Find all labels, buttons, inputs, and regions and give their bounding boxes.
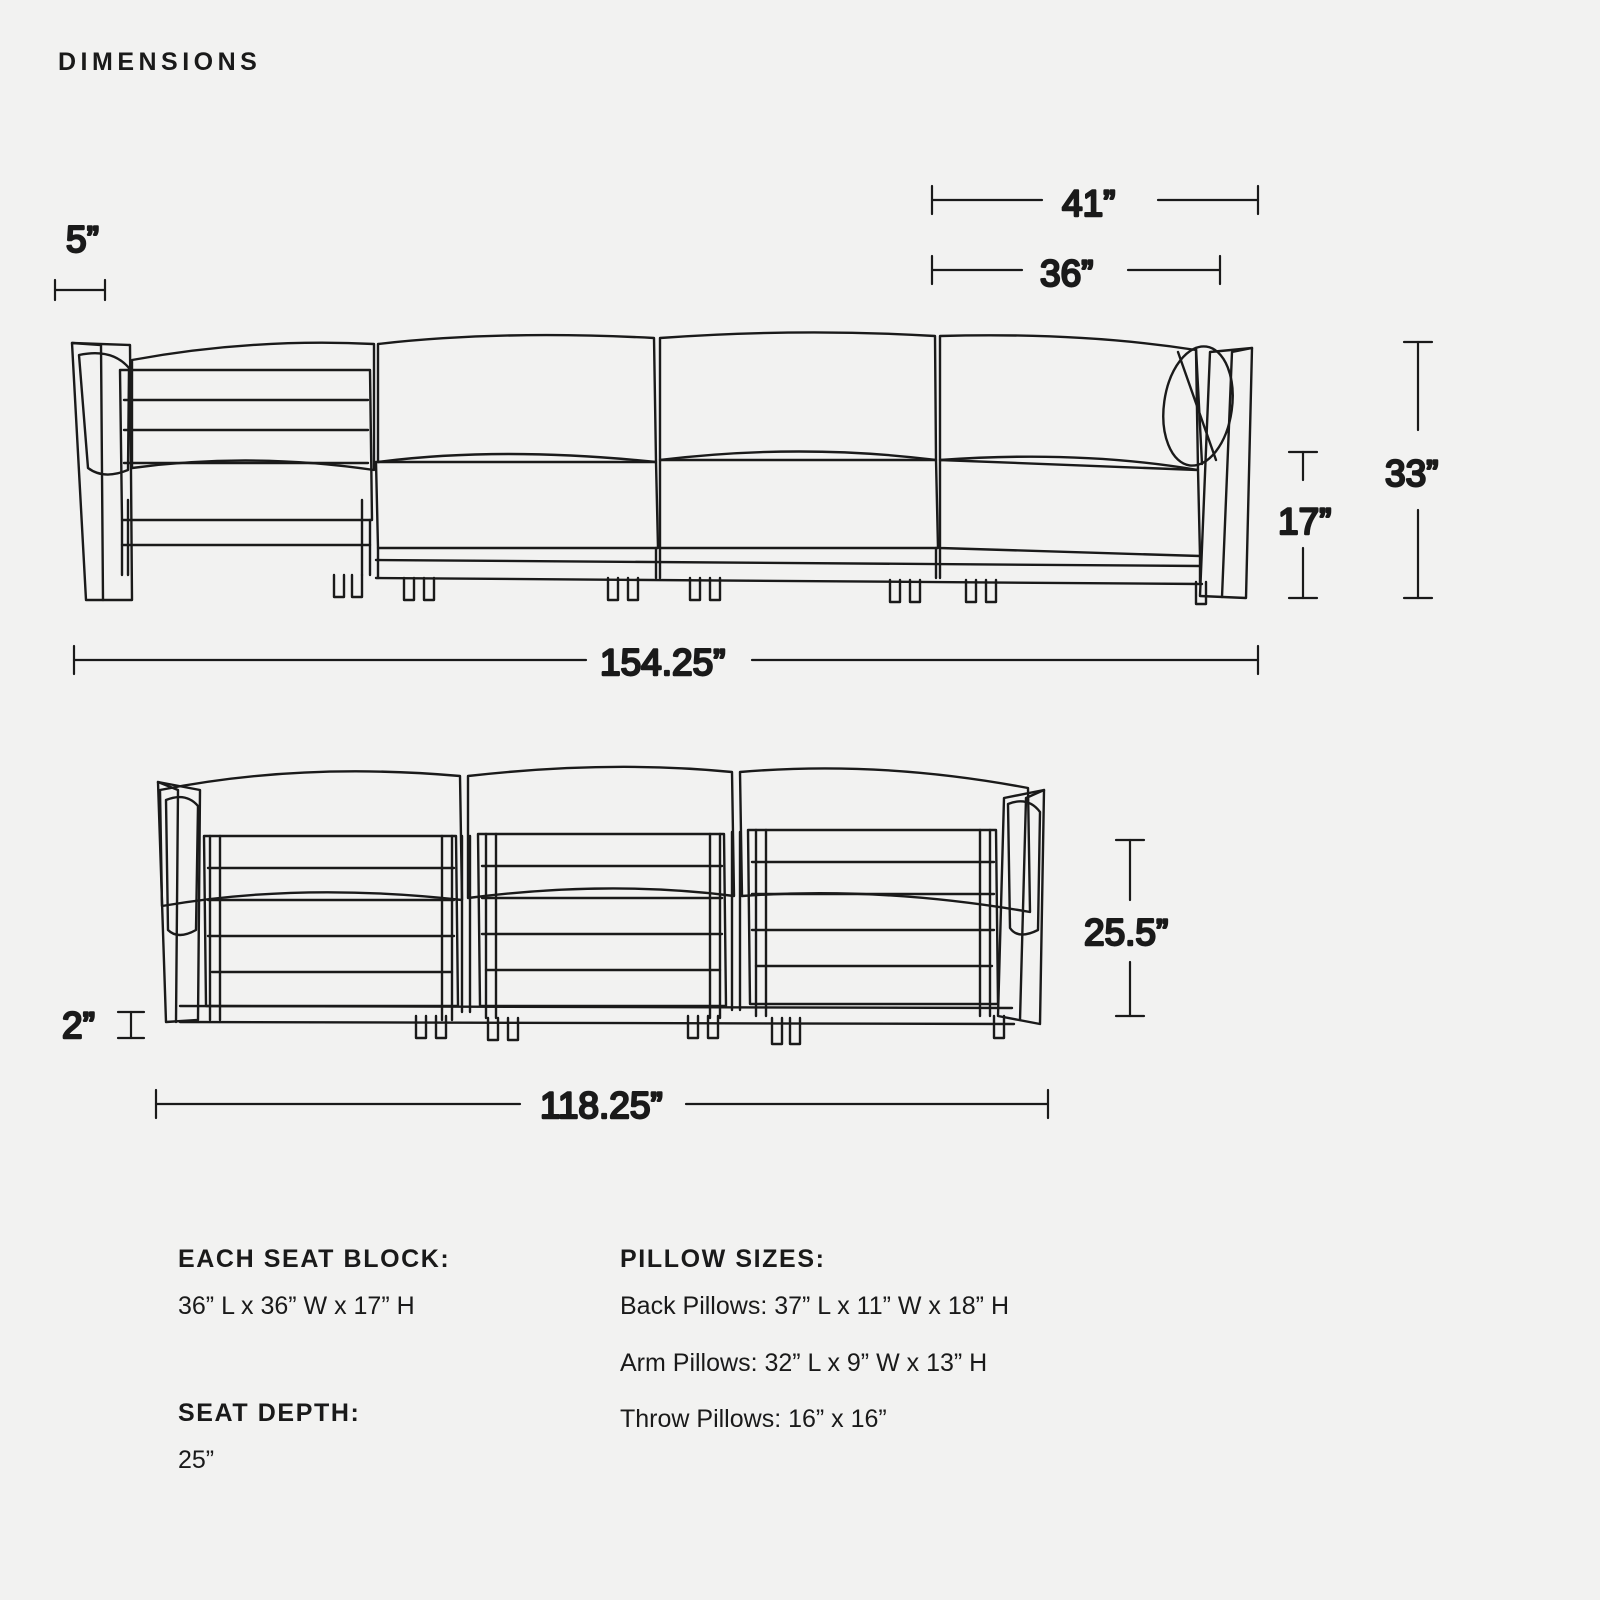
- front-elevation-drawing: [72, 332, 1252, 604]
- pillow-size-throw: Throw Pillows: 16” x 16”: [620, 1405, 887, 1433]
- page-title: DIMENSIONS: [58, 48, 262, 76]
- specs-column-left: [178, 1245, 598, 1500]
- seat-block-heading: EACH SEAT BLOCK:: [178, 1245, 451, 1273]
- dim-label-154: 154.25”: [600, 642, 726, 683]
- rear-elevation-drawing: [158, 767, 1044, 1044]
- dim-label-25-5: 25.5”: [1084, 912, 1169, 953]
- pillow-size-arm: Arm Pillows: 32” L x 9” W x 13” H: [620, 1348, 988, 1377]
- specs-column-right: [620, 1245, 1320, 1460]
- dim-label-2: 2”: [62, 1005, 95, 1046]
- dim-label-36: 36”: [1040, 253, 1094, 294]
- dim-label-arm-thickness: 5”: [66, 219, 99, 260]
- seat-depth-value: 25”: [178, 1445, 215, 1474]
- dim-label-17: 17”: [1278, 501, 1332, 542]
- spec-spacer: [178, 1347, 598, 1399]
- seat-depth-heading: SEAT DEPTH:: [178, 1398, 361, 1427]
- dim-label-118: 118.25”: [540, 1085, 663, 1126]
- dim-label-41: 41”: [1062, 183, 1116, 224]
- seat-block-value: 36” L x 36” W x 17” H: [178, 1292, 415, 1320]
- pillow-sizes-heading: PILLOW SIZES:: [620, 1245, 826, 1273]
- dim-label-33: 33”: [1385, 453, 1439, 494]
- pillow-size-back: Back Pillows: 37” L x 11” W x 18” H: [620, 1292, 1010, 1320]
